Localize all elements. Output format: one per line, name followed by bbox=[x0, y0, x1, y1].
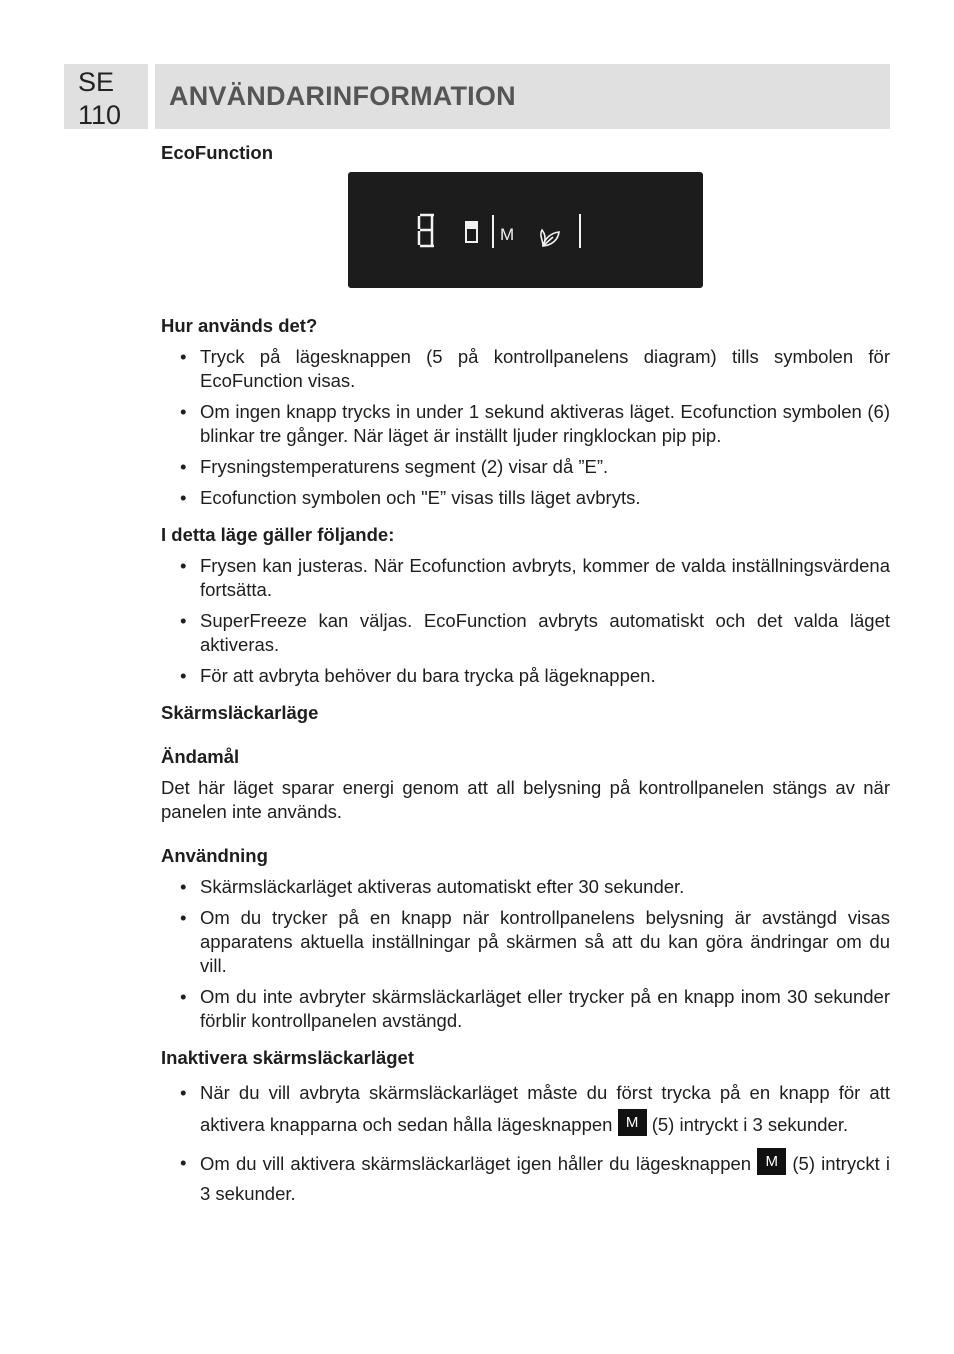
how-heading: Hur används det? bbox=[161, 315, 318, 336]
segment-e-icon bbox=[419, 215, 434, 246]
control-panel-display bbox=[348, 172, 703, 288]
deactivate-text-2-end: (5) intryckt i 3 sekunder. bbox=[200, 1153, 890, 1204]
list-item: • Om du trycker på en knapp när kontrollpanelens belysning är avstängd visas apparatens aktuella inställningar på skärmen så att du kan göra ändringar om du vill. bbox=[161, 906, 890, 978]
deactivate-heading: Inaktivera skärmsläckarläget bbox=[161, 1047, 415, 1068]
purpose-text: Det här läget sparar energi genom att all belysning på kontrollpanelen stängs av när panelen inte används. bbox=[161, 777, 890, 822]
list-item: • Skärmsläckarläget aktiveras automatiskt efter 30 sekunder. bbox=[161, 875, 890, 899]
header-bar bbox=[155, 64, 890, 129]
list-item bbox=[161, 1148, 890, 1209]
mode-letter: M bbox=[500, 225, 515, 244]
usage-list bbox=[161, 875, 890, 1033]
page-number: 110 bbox=[78, 100, 122, 130]
deactivate-text-1: När du vill avbryta skärmsläckarläget måste du först trycka på en knapp för att aktivera knapparna och sedan hålla lägesknappen bbox=[200, 1082, 890, 1135]
usage-heading: Användning bbox=[161, 845, 268, 866]
screensaver-heading: Skärmsläckarläge bbox=[161, 702, 319, 723]
list-item bbox=[161, 1077, 890, 1141]
deactivate-list bbox=[161, 1077, 890, 1209]
purpose-heading: Ändamål bbox=[161, 746, 240, 767]
page-title: ANVÄNDARINFORMATION bbox=[169, 81, 516, 111]
rules-list bbox=[161, 554, 890, 688]
page-content bbox=[161, 139, 890, 1216]
ecofunction-heading: EcoFunction bbox=[161, 142, 274, 163]
language-code: SE bbox=[78, 67, 115, 97]
list-item: • Om du inte avbryter skärmsläckarläget eller trycker på en knapp inom 30 sekunder förblir kontrollpanelen avstängd. bbox=[161, 985, 890, 1033]
list-item: • För att avbryta behöver du bara trycka på lägeknappen. bbox=[161, 664, 890, 688]
list-item: • Ecofunction symbolen och "E” visas tills läget avbryts. bbox=[161, 486, 890, 510]
eco-leaf-icon bbox=[541, 230, 559, 246]
list-item: • Frysen kan justeras. När Ecofunction avbryts, kommer de valda inställningsvärdena fortsätta. bbox=[161, 554, 890, 602]
mode-key-icon: M bbox=[618, 1109, 647, 1136]
deactivate-text-1-end: (5) intryckt i 3 sekunder. bbox=[651, 1114, 849, 1135]
deactivate-text-2: Om du vill aktivera skärmsläckarläget igen håller du lägesknappen bbox=[200, 1153, 752, 1174]
list-item: • Frysningstemperaturens segment (2) visar då ”E”. bbox=[161, 455, 890, 479]
list-item: • Tryck på lägesknappen (5 på kontrollpanelens diagram) tills symbolen för EcoFunction visas. bbox=[161, 345, 890, 393]
rules-heading: I detta läge gäller följande: bbox=[161, 524, 395, 545]
page-language-number-box bbox=[64, 64, 148, 129]
how-list bbox=[161, 345, 890, 510]
list-item: • Om ingen knapp trycks in under 1 sekund aktiveras läget. Ecofunction symbolen (6) blinkar tre gånger. När läget är inställt ljuder ringklockan pip pip. bbox=[161, 400, 890, 448]
display-symbols bbox=[348, 172, 703, 288]
mode-key-icon: M bbox=[757, 1148, 786, 1175]
list-item: • SuperFreeze kan väljas. EcoFunction avbryts automatiskt och det valda läget aktiveras. bbox=[161, 609, 890, 657]
